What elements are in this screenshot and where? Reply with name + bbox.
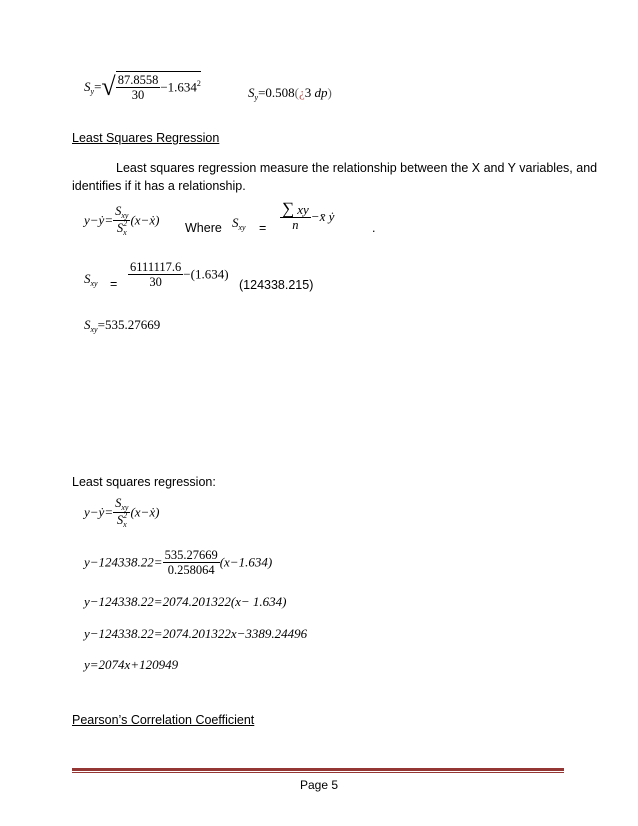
garbled-char: ¿ — [299, 85, 305, 100]
intro-line-1: Least squares regression measure the relationship between the X and Y variables, and — [116, 161, 598, 175]
paren-open: ( — [294, 85, 299, 100]
step-lhs: y−124338.22= — [84, 554, 163, 570]
formula-lhs: y−ẏ= — [84, 504, 114, 520]
exponent: 2 — [196, 79, 201, 88]
sxy-calc-symbol — [84, 270, 98, 288]
minus-term: −(1.634) — [183, 266, 229, 282]
equals: = — [259, 221, 267, 235]
sxy-value: =535.27669 — [97, 317, 161, 332]
equals: = — [94, 79, 102, 94]
fraction-denominator — [113, 221, 130, 237]
xy-subscript: xy — [90, 279, 98, 288]
heading-least-squares: Least Squares Regression — [72, 131, 220, 145]
fraction-denominator — [113, 513, 130, 529]
formula-fraction — [113, 204, 130, 237]
sy-value: =0.508 — [258, 85, 295, 100]
exponent: 2 — [123, 219, 128, 228]
heading-pearson: Pearson’s Correlation Coefficient — [72, 713, 255, 727]
s-symbol: S — [115, 204, 122, 218]
fraction-denominator: 0.258064 — [167, 563, 215, 577]
intro-line-2: identifies if it has a relationship. — [72, 179, 246, 193]
regression-formula — [84, 204, 159, 237]
sy-subscript: y — [254, 93, 259, 102]
page-number: Page 5 — [299, 778, 339, 792]
x-subscript: x — [123, 228, 127, 237]
paren-close: ) — [327, 85, 332, 100]
step-3: y−124338.22=2074.201322x−3389.24496 — [84, 626, 308, 641]
xy-subscript: xy — [238, 223, 246, 232]
s-symbol: S — [116, 221, 124, 235]
fraction-denominator: 30 — [131, 88, 145, 103]
equals: = — [110, 277, 118, 291]
xy-subscript: xy — [121, 211, 129, 220]
s-symbol: S — [84, 271, 91, 286]
lsr-label: Least squares regression: — [72, 475, 216, 489]
footer-rule-thick — [72, 768, 564, 771]
formula-rhs: (x−ẋ) — [130, 212, 160, 228]
sxy-definition-symbol — [232, 214, 246, 232]
s-symbol: S — [232, 215, 239, 230]
sy-formula — [84, 68, 201, 102]
s-symbol: S — [84, 317, 91, 332]
fraction-numerator: 535.27669 — [164, 548, 218, 562]
fraction-numerator — [113, 496, 130, 513]
sqrt-icon: √ — [101, 72, 116, 101]
s-symbol: S — [115, 496, 122, 510]
sy-fraction — [116, 73, 161, 102]
dp-number: 3 — [304, 85, 312, 100]
sy-symbol: S — [84, 79, 91, 94]
x-subscript: x — [123, 520, 127, 529]
footer-rule-thin — [72, 772, 564, 773]
sy-symbol: S — [248, 85, 255, 100]
sum-fraction — [280, 199, 335, 232]
sqrt-body — [116, 71, 201, 102]
step-2: y−124338.22=2074.201322(x− 1.634) — [84, 594, 287, 609]
regression-formula-2 — [84, 496, 159, 529]
sxy-calc-fraction — [128, 260, 229, 289]
formula-fraction — [113, 496, 130, 529]
step-rhs: (x−1.634) — [219, 554, 273, 570]
minus-term: −1.634 — [160, 80, 197, 95]
fraction-numerator — [280, 199, 311, 218]
sxy-fraction-body — [128, 260, 183, 289]
fraction-numerator: 6111117.6 — [130, 260, 182, 274]
step-fraction — [163, 548, 220, 577]
xy-var: xy — [297, 202, 309, 217]
fraction-numerator: 87.8558 — [117, 73, 159, 88]
fraction-denominator: n — [292, 218, 299, 232]
exponent: 2 — [123, 511, 128, 520]
fraction-numerator — [113, 204, 130, 221]
sum-fraction-body — [280, 199, 311, 232]
step-1 — [84, 548, 272, 577]
xy-subscript: xy — [121, 503, 129, 512]
fraction-denominator: 30 — [149, 275, 162, 289]
where-label: Where — [185, 221, 222, 235]
formula-rhs: (x−ẋ) — [130, 504, 160, 520]
sy-subscript: y — [90, 87, 95, 96]
step-4: y=2074x+120949 — [84, 657, 179, 672]
s-symbol: S — [116, 513, 124, 527]
dp-text: dp — [314, 85, 328, 100]
sxy-paren-value: (124338.215) — [239, 278, 314, 292]
sum-icon: ∑ — [282, 199, 295, 218]
mean-product: −x̄ ẏ — [310, 209, 335, 224]
formula-lhs: y−ẏ= — [84, 212, 114, 228]
sxy-result — [84, 316, 160, 334]
xy-subscript: xy — [90, 325, 98, 334]
period: . — [372, 221, 376, 235]
sy-result — [248, 84, 332, 102]
